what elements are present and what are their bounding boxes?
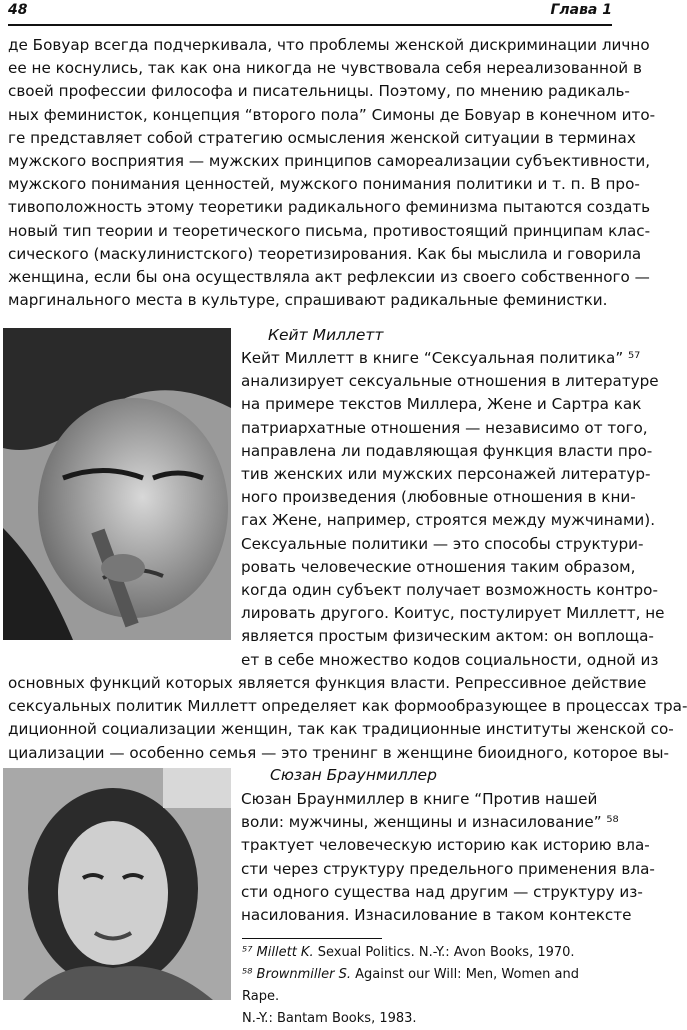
footnote-divider bbox=[242, 938, 382, 939]
millett-narrow-line: является простым физическим актом: он воплоща- bbox=[241, 627, 654, 646]
susan-brownmiller-photo bbox=[3, 768, 231, 1000]
brownmiller-line: воли: мужчины, женщины и изнасилование” ⁵⁸ bbox=[241, 813, 619, 832]
intro-line: де Бовуар всегда подчеркивала, что проблемы женской дискриминации лично bbox=[8, 36, 650, 54]
brownmiller-line: трактует человеческую историю как историю вла- bbox=[241, 836, 650, 855]
footnote bbox=[242, 964, 612, 1008]
intro-line: ных феминисток, концепция “второго пола” Симоны де Бовуар в конечном ито- bbox=[8, 105, 656, 124]
millett-narrow-line: гах Жене, например, строятся между мужчинами). bbox=[241, 511, 656, 530]
millett-narrow-line: ного произведения (любовные отношения в кни- bbox=[241, 488, 636, 507]
portrait-millett-icon bbox=[3, 328, 231, 640]
millett-narrow-line: Кейт Миллетт в книге “Сексуальная политика” ⁵⁷ bbox=[241, 349, 641, 367]
intro-line: маргинального места в культуре, спрашивают радикальные феминистки. bbox=[8, 291, 608, 310]
brownmiller-paragraph bbox=[241, 788, 655, 927]
footnote bbox=[242, 1008, 612, 1030]
intro-line: ге представляет собой стратегию осмысления женской ситуации в терминах bbox=[8, 128, 636, 147]
intro-line: мужского восприятия — мужских принципов самореализации субъективности, bbox=[8, 152, 651, 171]
millett-narrow-line: лировать другого. Коитус, постулирует Миллетт, не bbox=[241, 604, 665, 623]
page-number: 48 bbox=[8, 2, 28, 18]
intro-line: тивоположность этому теоретики радикального феминизма пытаются создать bbox=[8, 198, 651, 217]
footnote-text: Sexual Politics. N.-Y.: Avon Books, 1970. bbox=[313, 945, 575, 960]
millett-narrow-line: на примере текстов Миллера, Жене и Сартра как bbox=[241, 395, 642, 414]
millett-narrow-line: направлена ли подавляющая функция власти про- bbox=[241, 441, 653, 460]
millett-narrow-line: ровать человеческие отношения таким образом, bbox=[241, 557, 636, 576]
millett-narrow-line: тив женских или мужских персонажей литератур- bbox=[241, 465, 651, 484]
portrait-brownmiller-icon bbox=[3, 768, 231, 1000]
brownmiller-line: сти одного существа над другим — структуру из- bbox=[241, 882, 643, 901]
millett-narrow-line: Сексуальные политики — это способы структури- bbox=[241, 534, 644, 553]
millett-wide-line: основных функций которых является функция власти. Репрессивное действие bbox=[8, 674, 647, 692]
intro-line: женщина, если бы она осуществляла акт рефлексии из своего собственного — bbox=[8, 268, 650, 287]
kate-millett-photo bbox=[3, 328, 231, 640]
footnotes bbox=[242, 942, 612, 1030]
footnote-author: ⁵⁷ Millett K. bbox=[242, 945, 314, 960]
footnote-author: ⁵⁸ Brownmiller S. bbox=[242, 967, 352, 982]
millett-wide-line: сексуальных политик Миллетт определяет как формообразующее в процессах тра- bbox=[8, 697, 687, 716]
intro-line: ее не коснулись, так как она никогда не чувствовала себя нереализованной в bbox=[8, 59, 642, 78]
footnote-text: N.-Y.: Bantam Books, 1983. bbox=[242, 1011, 417, 1026]
brownmiller-line: насилования. Изнасилование в таком контексте bbox=[241, 906, 632, 925]
intro-line: сического (маскулинистского) теоретизирования. Как бы мыслила и говорила bbox=[8, 244, 642, 263]
millett-wide-line: циализации — особенно семья — это тренинг в женщине биоидного, которое вы- bbox=[8, 743, 669, 762]
brownmiller-subhead: Сюзан Браунмиллер bbox=[270, 766, 437, 784]
brownmiller-line: сти через структуру предельного применения вла- bbox=[241, 859, 655, 878]
millett-paragraph-narrow bbox=[241, 347, 665, 672]
footnote bbox=[242, 942, 612, 964]
page-header bbox=[8, 2, 612, 26]
chapter-title: Глава 1 bbox=[550, 2, 612, 18]
millett-narrow-line: анализирует сексуальные отношения в литературе bbox=[241, 372, 659, 391]
intro-line: своей профессии философа и писательницы. Поэтому, по мнению радикаль- bbox=[8, 82, 630, 101]
intro-line: новый тип теории и теоретического письма, противостоящий принципам клас- bbox=[8, 221, 651, 240]
millett-wide-line: диционной социализации женщин, так как традиционные институты женской со- bbox=[8, 720, 674, 739]
intro-paragraph bbox=[8, 34, 656, 312]
millett-narrow-line: когда один субъект получает возможность контро- bbox=[241, 581, 658, 600]
intro-line: мужского понимания ценностей, мужского понимания политики и т. п. В про- bbox=[8, 175, 640, 194]
footnote-text: Against our Will: Men, Women and Rape. bbox=[242, 967, 579, 1004]
brownmiller-line: Сюзан Браунмиллер в книге “Против нашей bbox=[241, 790, 598, 808]
millett-subhead: Кейт Миллетт bbox=[268, 326, 384, 344]
millett-narrow-line: патриархатные отношения — независимо от того, bbox=[241, 418, 648, 437]
millett-narrow-line: ет в себе множество кодов социальности, одной из bbox=[241, 650, 659, 669]
